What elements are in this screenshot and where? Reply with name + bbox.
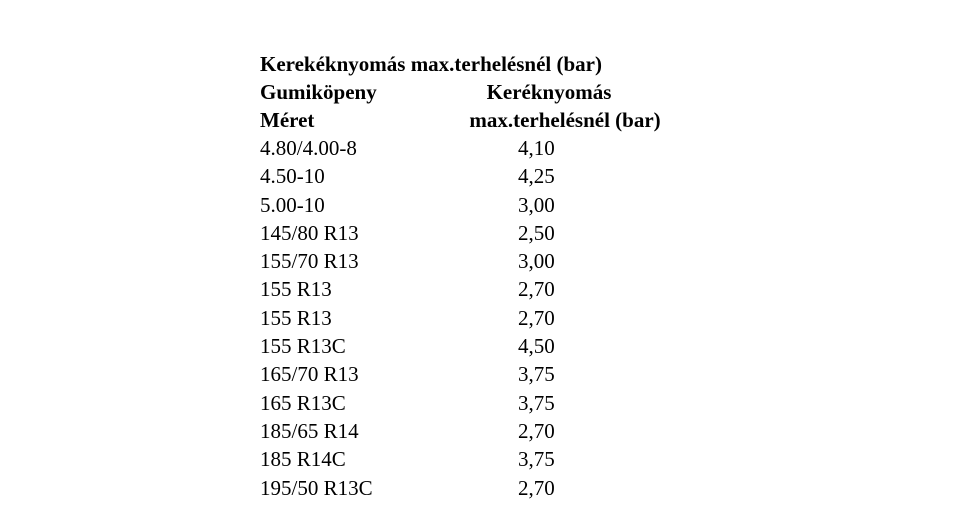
tire-size-cell: 155 R13 <box>260 277 332 302</box>
table-row <box>260 191 700 219</box>
table-row <box>260 275 700 303</box>
tire-size-cell: 4.50-10 <box>260 164 325 189</box>
table-row <box>260 360 700 388</box>
pressure-cell: 2,70 <box>518 305 555 330</box>
pressure-cell: 4,10 <box>518 136 555 160</box>
header-max-load-label: max.terhelésnél (bar) <box>469 108 661 132</box>
pressure-cell: 3,75 <box>518 390 555 415</box>
pressure-cell: 3,75 <box>518 362 555 387</box>
pressure-cell: 2,70 <box>518 475 555 500</box>
tire-size-cell: 145/80 R13 <box>260 220 359 245</box>
pressure-cell: 4,50 <box>518 334 555 359</box>
header-size-label: Méret <box>260 108 315 132</box>
tire-size-cell: 195/50 R13C <box>260 475 373 500</box>
table-row <box>260 389 700 417</box>
tire-size-cell: 4.80/4.00-8 <box>260 136 357 160</box>
tire-size-cell: 185/65 R14 <box>260 418 359 443</box>
table-row <box>260 417 700 445</box>
tire-size-cell: 155 R13 <box>260 305 332 330</box>
tire-pressure-document <box>260 50 700 502</box>
tire-size-cell: 165 R13C <box>260 390 346 415</box>
table-row <box>260 332 700 360</box>
pressure-cell: 2,50 <box>518 220 555 245</box>
table-row <box>260 474 700 502</box>
pressure-cell: 2,70 <box>518 418 555 443</box>
pressure-cell: 3,75 <box>518 447 555 472</box>
table-row <box>260 134 700 162</box>
tire-size-cell: 155 R13C <box>260 334 346 359</box>
pressure-cell: 2,70 <box>518 277 555 302</box>
tire-pressure-table <box>260 134 700 502</box>
tire-size-cell: 155/70 R13 <box>260 249 359 274</box>
header-tire-label: Gumiköpeny <box>260 80 377 104</box>
document-title: Kerekéknyomás max.terhelésnél (bar) <box>260 52 602 76</box>
table-row <box>260 247 700 275</box>
table-row <box>260 445 700 473</box>
header-pressure-label: Keréknyomás <box>486 80 612 104</box>
table-row <box>260 162 700 190</box>
tire-size-cell: 5.00-10 <box>260 192 325 217</box>
table-row <box>260 304 700 332</box>
table-row <box>260 219 700 247</box>
tire-size-cell: 165/70 R13 <box>260 362 359 387</box>
table-header-row-2 <box>260 106 700 134</box>
table-header-row-1 <box>260 78 700 106</box>
pressure-cell: 4,25 <box>518 164 555 189</box>
pressure-cell: 3,00 <box>518 192 555 217</box>
tire-size-cell: 185 R14C <box>260 447 346 472</box>
pressure-cell: 3,00 <box>518 249 555 274</box>
